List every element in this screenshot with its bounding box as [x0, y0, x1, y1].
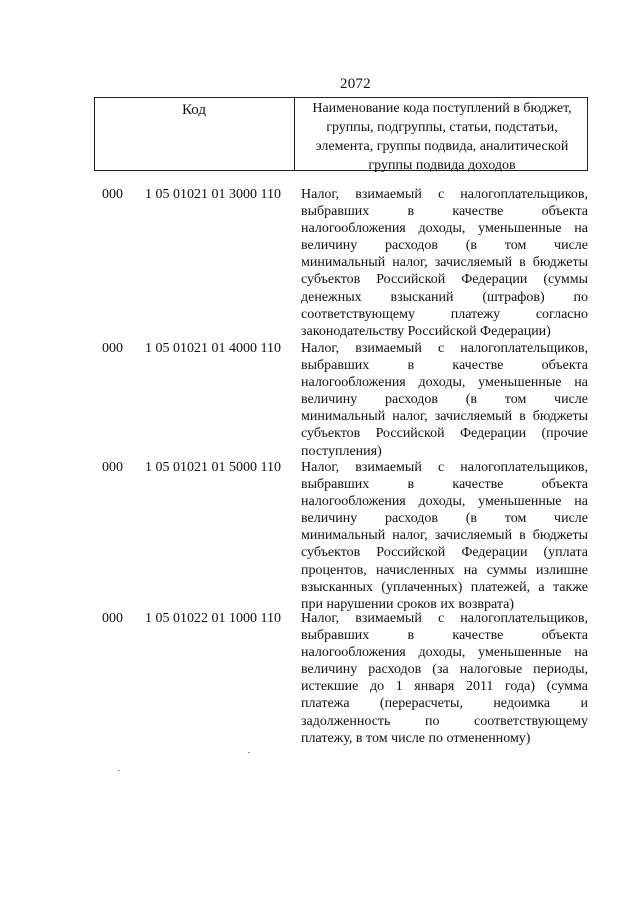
description-line: задолженность по соответствующему — [301, 713, 588, 729]
row-code: 1 05 01021 01 4000 110 — [145, 341, 281, 356]
description-line: величину расходов (в том числе — [301, 238, 588, 254]
description-line: налогообложения доходы, уменьшенные на — [301, 645, 588, 661]
row-description — [301, 340, 588, 460]
description-line: налогообложения доходы, уменьшенные на — [301, 375, 588, 391]
description-line: платежу, в том числе по отмененному) — [301, 730, 531, 746]
description-line: выбравших в качестве объекта — [301, 204, 588, 220]
scan-speck — [118, 770, 120, 771]
description-line: Налог, взимаемый с налогоплательщиков, — [301, 611, 588, 626]
description-line: минимальный налог, зачисляемый в бюджеты — [301, 528, 588, 544]
row-description — [301, 610, 588, 747]
row-prefix: 000 — [102, 611, 123, 626]
description-line: законодательству Российской Федерации) — [301, 323, 551, 339]
description-line: налогообложения доходы, уменьшенные на — [301, 494, 588, 510]
description-line: выбравших в качестве объекта — [301, 358, 588, 374]
row-description — [301, 459, 588, 613]
description-line: денежных взысканий (штрафов) по — [301, 289, 588, 305]
header-column-divider — [294, 97, 295, 171]
description-line: минимальный налог, зачисляемый в бюджеты — [301, 409, 588, 425]
row-prefix: 000 — [102, 187, 123, 202]
header-name-label: Наименование кода поступлений в бюджет, группы, подгруппы, статьи, подстатьи, элемента, группы подвида, аналитической группы подвида доходов — [312, 101, 572, 173]
description-line: Налог, взимаемый с налогоплательщиков, — [301, 187, 588, 202]
description-line: Налог, взимаемый с налогоплательщиков, — [301, 460, 588, 475]
description-line: субъектов Российской Федерации (прочие — [301, 426, 588, 442]
description-line: выбравших в качестве объекта — [301, 628, 588, 644]
page-number: 2072 — [340, 76, 371, 92]
row-prefix: 000 — [102, 341, 123, 356]
description-line: субъектов Российской Федерации (суммы — [301, 272, 588, 288]
description-line: величину расходов (в том числе — [301, 511, 588, 527]
description-line: выбравших в качестве объекта — [301, 477, 588, 493]
row-code: 1 05 01021 01 5000 110 — [145, 460, 281, 475]
description-line: платежа (перерасчеты, недоимка и — [301, 696, 588, 712]
description-line: процентов, начисленных на суммы излишне — [301, 562, 588, 578]
description-line: Налог, взимаемый с налогоплательщиков, — [301, 341, 588, 356]
row-code: 1 05 01021 01 3000 110 — [145, 187, 281, 202]
description-line: взысканных (уплаченных) платежей, а также — [301, 579, 588, 595]
scan-speck — [248, 752, 250, 753]
description-line: соответствующему платежу согласно — [301, 306, 588, 322]
description-line: величину расходов (за налоговые периоды, — [301, 662, 588, 678]
description-line: минимальный налог, зачисляемый в бюджеты — [301, 255, 588, 271]
description-line: налогообложения доходы, уменьшенные на — [301, 221, 588, 237]
header-code-label: Код — [182, 102, 206, 118]
description-line: поступления) — [301, 443, 382, 459]
description-line: субъектов Российской Федерации (уплата — [301, 545, 588, 561]
description-line: величину расходов (в том числе — [301, 392, 588, 408]
description-line: истекшие до 1 января 2011 года) (сумма — [301, 679, 588, 695]
row-description — [301, 186, 588, 340]
row-code: 1 05 01022 01 1000 110 — [145, 611, 281, 626]
description-line: при нарушении сроков их возврата) — [301, 596, 515, 612]
row-prefix: 000 — [102, 460, 123, 475]
